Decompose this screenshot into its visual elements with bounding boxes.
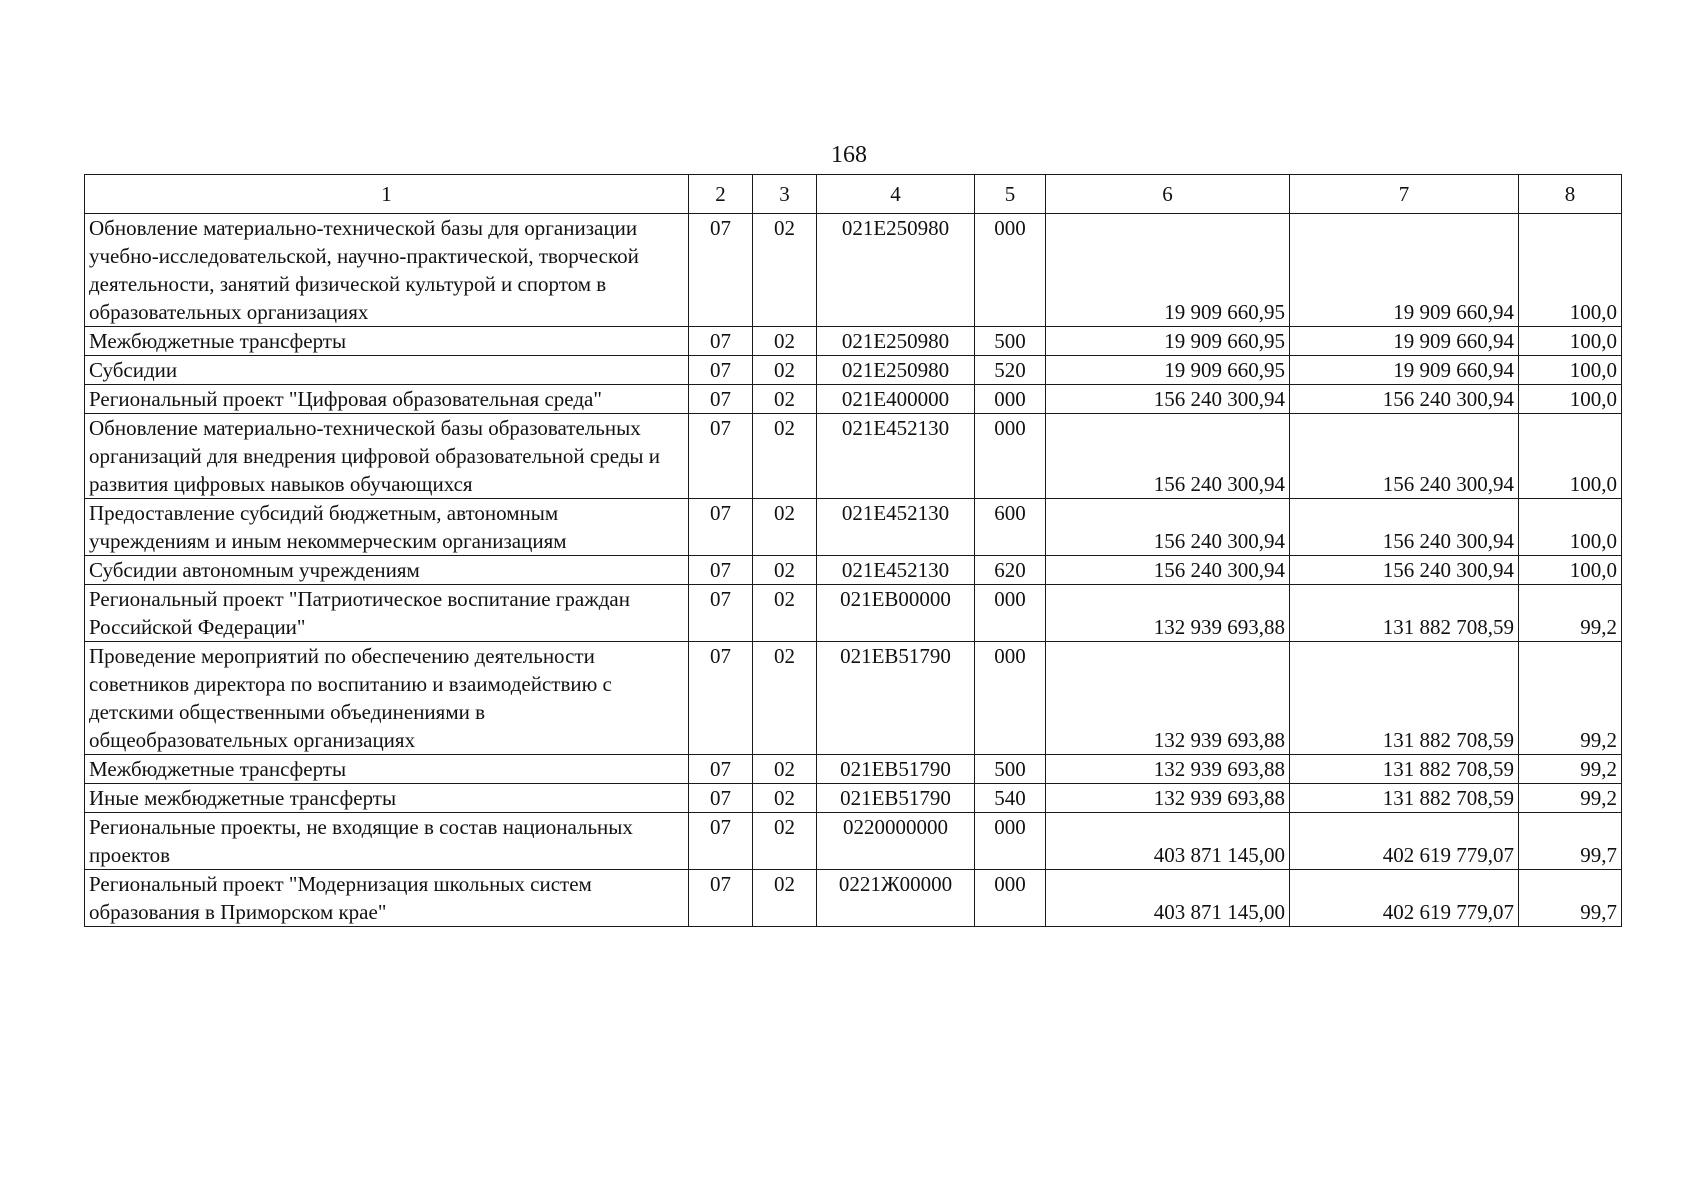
expense-type-code: 500 (975, 327, 1046, 356)
target-article-code: 021E250980 (817, 327, 975, 356)
item-name: Региональный проект "Модернизация школьных систем образования в Приморском крае" (85, 870, 689, 927)
item-name: Субсидии (85, 356, 689, 385)
planned-amount: 403 871 145,00 (1046, 813, 1290, 870)
item-name: Обновление материально-технической базы образовательных организаций для внедрения цифровой образовательной среды и развития цифровых навыков обучающихся (85, 414, 689, 499)
subsection-code: 02 (753, 556, 817, 585)
planned-amount: 156 240 300,94 (1046, 499, 1290, 556)
section-code: 07 (689, 385, 753, 414)
subsection-code: 02 (753, 585, 817, 642)
subsection-code: 02 (753, 327, 817, 356)
subsection-code: 02 (753, 755, 817, 784)
section-code: 07 (689, 642, 753, 755)
execution-percent: 100,0 (1519, 214, 1622, 327)
column-header: 2 (689, 175, 753, 214)
execution-percent: 99,2 (1519, 755, 1622, 784)
column-header: 3 (753, 175, 817, 214)
item-name: Региональный проект "Патриотическое воспитание граждан Российской Федерации" (85, 585, 689, 642)
expense-type-code: 000 (975, 214, 1046, 327)
header-row (85, 175, 1622, 214)
subsection-code: 02 (753, 813, 817, 870)
executed-amount: 131 882 708,59 (1290, 642, 1519, 755)
execution-percent: 100,0 (1519, 327, 1622, 356)
item-name: Проведение мероприятий по обеспечению деятельности советников директора по воспитанию и взаимодействию с детскими общественными объединениями в общеобразовательных организациях (85, 642, 689, 755)
table-row (85, 784, 1622, 813)
subsection-code: 02 (753, 870, 817, 927)
table-row (85, 585, 1622, 642)
table-row (85, 214, 1622, 327)
executed-amount: 156 240 300,94 (1290, 556, 1519, 585)
planned-amount: 132 939 693,88 (1046, 784, 1290, 813)
table-row (85, 499, 1622, 556)
section-code: 07 (689, 784, 753, 813)
section-code: 07 (689, 214, 753, 327)
planned-amount: 19 909 660,95 (1046, 327, 1290, 356)
execution-percent: 100,0 (1519, 356, 1622, 385)
expense-type-code: 000 (975, 414, 1046, 499)
execution-percent: 100,0 (1519, 385, 1622, 414)
column-header: 7 (1290, 175, 1519, 214)
target-article-code: 0220000000 (817, 813, 975, 870)
planned-amount: 156 240 300,94 (1046, 556, 1290, 585)
item-name: Субсидии автономным учреждениям (85, 556, 689, 585)
table-row (85, 755, 1622, 784)
table-row (85, 385, 1622, 414)
table-row (85, 356, 1622, 385)
executed-amount: 156 240 300,94 (1290, 499, 1519, 556)
column-header: 6 (1046, 175, 1290, 214)
target-article-code: 021E250980 (817, 214, 975, 327)
section-code: 07 (689, 414, 753, 499)
column-header: 1 (85, 175, 689, 214)
expense-type-code: 540 (975, 784, 1046, 813)
executed-amount: 19 909 660,94 (1290, 356, 1519, 385)
column-header: 4 (817, 175, 975, 214)
section-code: 07 (689, 356, 753, 385)
subsection-code: 02 (753, 784, 817, 813)
target-article-code: 0221Ж00000 (817, 870, 975, 927)
target-article-code: 021EB51790 (817, 642, 975, 755)
table-row (85, 870, 1622, 927)
planned-amount: 132 939 693,88 (1046, 585, 1290, 642)
column-header: 8 (1519, 175, 1622, 214)
target-article-code: 021E452130 (817, 414, 975, 499)
budget-table (84, 174, 1622, 927)
expense-type-code: 600 (975, 499, 1046, 556)
table-row (85, 642, 1622, 755)
executed-amount: 19 909 660,94 (1290, 214, 1519, 327)
section-code: 07 (689, 585, 753, 642)
execution-percent: 99,2 (1519, 585, 1622, 642)
executed-amount: 156 240 300,94 (1290, 385, 1519, 414)
section-code: 07 (689, 499, 753, 556)
executed-amount: 156 240 300,94 (1290, 414, 1519, 499)
table-row (85, 556, 1622, 585)
planned-amount: 19 909 660,95 (1046, 214, 1290, 327)
target-article-code: 021E452130 (817, 556, 975, 585)
page-number: 168 (831, 142, 867, 168)
subsection-code: 02 (753, 385, 817, 414)
column-header: 5 (975, 175, 1046, 214)
subsection-code: 02 (753, 214, 817, 327)
expense-type-code: 000 (975, 585, 1046, 642)
target-article-code: 021E400000 (817, 385, 975, 414)
expense-type-code: 000 (975, 385, 1046, 414)
planned-amount: 132 939 693,88 (1046, 755, 1290, 784)
target-article-code: 021EB51790 (817, 784, 975, 813)
executed-amount: 131 882 708,59 (1290, 755, 1519, 784)
target-article-code: 021EB51790 (817, 755, 975, 784)
expense-type-code: 000 (975, 642, 1046, 755)
execution-percent: 99,2 (1519, 784, 1622, 813)
planned-amount: 19 909 660,95 (1046, 356, 1290, 385)
item-name: Региональные проекты, не входящие в состав национальных проектов (85, 813, 689, 870)
executed-amount: 402 619 779,07 (1290, 813, 1519, 870)
execution-percent: 100,0 (1519, 414, 1622, 499)
subsection-code: 02 (753, 642, 817, 755)
subsection-code: 02 (753, 414, 817, 499)
section-code: 07 (689, 327, 753, 356)
executed-amount: 19 909 660,94 (1290, 327, 1519, 356)
item-name: Предоставление субсидий бюджетным, автономным учреждениям и иным некоммерческим организациям (85, 499, 689, 556)
item-name: Обновление материально-технической базы для организации учебно-исследовательской, научно-практической, творческой деятельности, занятий физической культурой и спортом в образовательных организациях (85, 214, 689, 327)
table-row (85, 813, 1622, 870)
target-article-code: 021E452130 (817, 499, 975, 556)
target-article-code: 021EB00000 (817, 585, 975, 642)
table-row (85, 414, 1622, 499)
item-name: Межбюджетные трансферты (85, 327, 689, 356)
planned-amount: 156 240 300,94 (1046, 414, 1290, 499)
table-row (85, 327, 1622, 356)
planned-amount: 156 240 300,94 (1046, 385, 1290, 414)
item-name: Региональный проект "Цифровая образовательная среда" (85, 385, 689, 414)
execution-percent: 100,0 (1519, 556, 1622, 585)
executed-amount: 402 619 779,07 (1290, 870, 1519, 927)
planned-amount: 132 939 693,88 (1046, 642, 1290, 755)
expense-type-code: 000 (975, 870, 1046, 927)
section-code: 07 (689, 755, 753, 784)
execution-percent: 99,7 (1519, 813, 1622, 870)
planned-amount: 403 871 145,00 (1046, 870, 1290, 927)
executed-amount: 131 882 708,59 (1290, 784, 1519, 813)
section-code: 07 (689, 556, 753, 585)
subsection-code: 02 (753, 356, 817, 385)
execution-percent: 99,2 (1519, 642, 1622, 755)
executed-amount: 131 882 708,59 (1290, 585, 1519, 642)
expense-type-code: 520 (975, 356, 1046, 385)
section-code: 07 (689, 870, 753, 927)
section-code: 07 (689, 813, 753, 870)
expense-type-code: 500 (975, 755, 1046, 784)
expense-type-code: 620 (975, 556, 1046, 585)
execution-percent: 99,7 (1519, 870, 1622, 927)
execution-percent: 100,0 (1519, 499, 1622, 556)
item-name: Межбюджетные трансферты (85, 755, 689, 784)
subsection-code: 02 (753, 499, 817, 556)
target-article-code: 021E250980 (817, 356, 975, 385)
item-name: Иные межбюджетные трансферты (85, 784, 689, 813)
expense-type-code: 000 (975, 813, 1046, 870)
